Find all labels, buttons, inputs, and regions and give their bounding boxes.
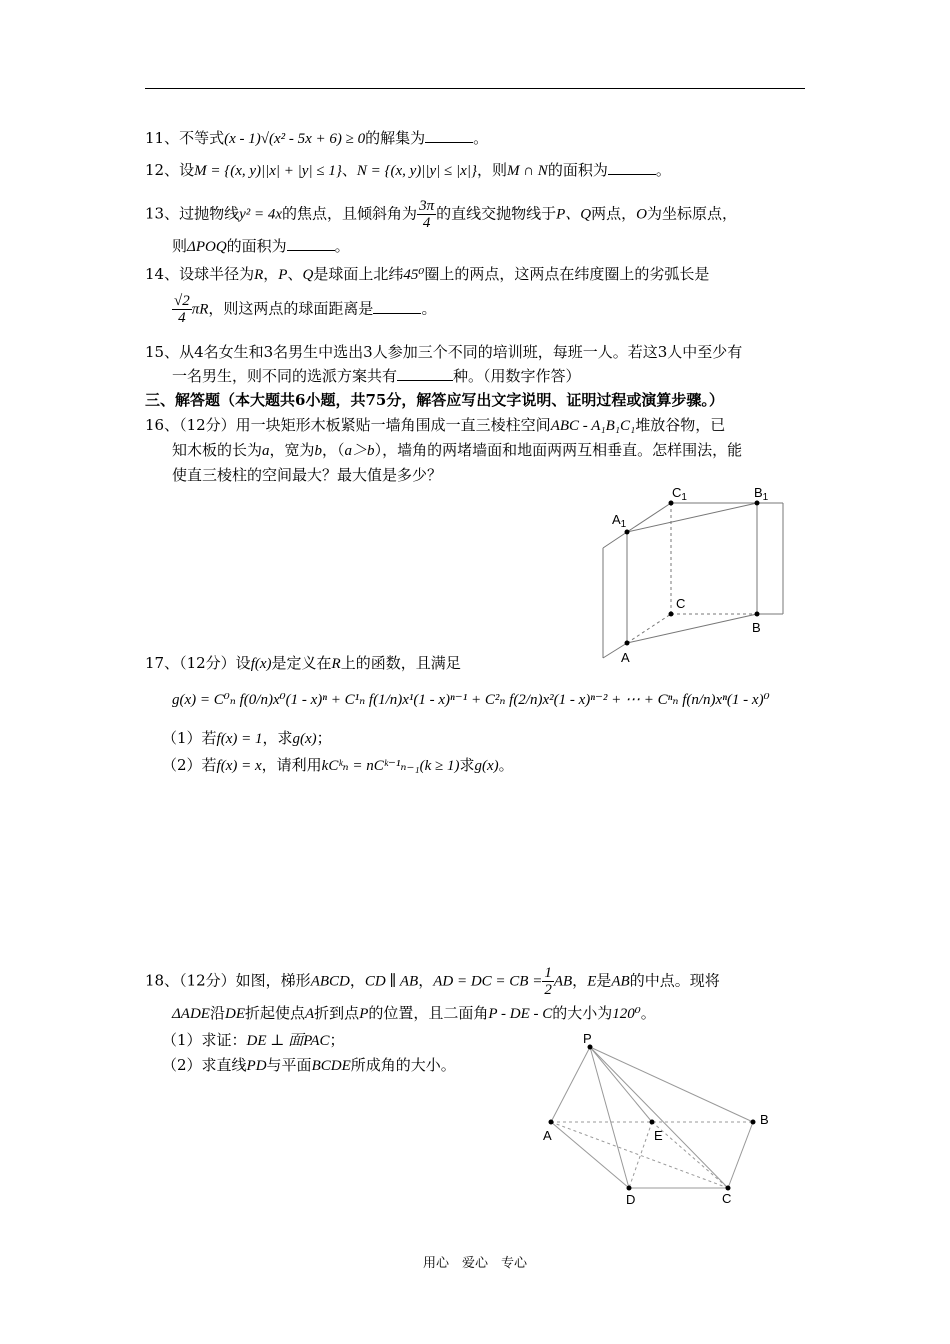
text: 的中点。现将 [629, 971, 720, 990]
header-rule [145, 88, 805, 89]
math-expression: DE ⊥ 面PAC [246, 1033, 330, 1049]
math-expression: AD = DC = CB = [433, 973, 543, 990]
hidden-edge-a-c [627, 614, 671, 643]
text: 的面积为 [547, 161, 608, 179]
answer-blank [287, 236, 335, 251]
question-16 [145, 415, 725, 436]
question-18-line2 [172, 1003, 656, 1024]
numerator: 1 [544, 965, 552, 981]
math-expression: f(x) = x [216, 758, 262, 774]
math-expression: BCDE [311, 1058, 351, 1074]
text: ，则这两点的球面距离是 [208, 299, 374, 318]
math-expression: 120⁰ [612, 1006, 641, 1022]
edge-a1-b1 [627, 503, 757, 532]
text: 所成角的大小。 [350, 1056, 456, 1074]
text: （12分）设 [179, 654, 251, 672]
text: ，请利用 [261, 756, 322, 774]
text: 的位置，且二面角 [368, 1004, 489, 1022]
denominator: 2 [544, 982, 552, 998]
text: 是 [596, 971, 612, 990]
math-expression: ABC - A₁B₁C₁ [550, 418, 636, 434]
question-number: 17、 [145, 654, 180, 672]
text: 不等式 [179, 129, 225, 147]
math-expression: DE [224, 1006, 245, 1022]
math-expression: f(x) [250, 656, 272, 672]
math-expression: b [314, 443, 323, 459]
answer-blank [425, 128, 473, 143]
label-d: D [626, 1192, 636, 1207]
text: ， [349, 971, 365, 990]
question-18-part1 [162, 1030, 345, 1051]
question-number: 18、 [145, 971, 180, 990]
text: 圈上的两点，这两点在纬度圈上的劣弧长是 [424, 265, 710, 283]
label-c: C [676, 596, 686, 611]
question-number: 16、 [145, 416, 180, 434]
question-18 [145, 965, 720, 998]
label-e: E [654, 1128, 663, 1143]
text: ），墙角的两堵墙面和地面两两互相垂直。怎样围法，能 [374, 441, 743, 459]
edge-p-e [590, 1047, 652, 1122]
text: （1）若 [162, 729, 217, 747]
math-expression: a＞b [344, 443, 375, 459]
text: ，求 [262, 729, 293, 747]
math-expression: y² = 4x [239, 206, 283, 223]
question-13 [145, 198, 737, 231]
label-p: P [583, 1031, 592, 1046]
point-a [549, 1120, 554, 1125]
point-c1 [669, 501, 674, 506]
question-15 [145, 342, 742, 362]
question-12 [145, 160, 671, 181]
text: 。 [473, 129, 489, 147]
text: ，（ [322, 441, 345, 459]
section-3-heading: 三、解答题（本大题共6小题，共75分，解答应写出文字说明、证明过程或演算步骤。） [145, 391, 724, 409]
text: （12分）用一块矩形木板紧贴一墙角围成一直三棱柱空间 [179, 416, 551, 434]
math-expression: g(x) [474, 758, 499, 774]
question-13-line2 [172, 236, 350, 257]
math-expression: M ∩ N [506, 163, 548, 179]
text: 两点， [591, 204, 637, 223]
label-b1: $B_1$ [754, 485, 769, 503]
text: 、 [287, 265, 303, 283]
text: （2）求直线 [162, 1056, 247, 1074]
text: 。 [421, 299, 437, 318]
text: ，则 [476, 161, 507, 179]
wall-edge [603, 532, 627, 548]
fraction [417, 198, 436, 231]
edge-p-d [590, 1047, 629, 1188]
math-expression: O [636, 206, 647, 223]
math-expression: g(x) [292, 731, 317, 747]
point-b1 [755, 501, 760, 506]
numerator: √2 [174, 293, 190, 309]
point-d [627, 1186, 632, 1191]
edge-a1-c1 [627, 503, 671, 532]
math-expression: R [254, 267, 264, 283]
text: 设 [179, 161, 195, 179]
text: 上的函数，且满足 [340, 654, 461, 672]
question-17-part2 [162, 755, 514, 776]
math-expression: CD ∥ AB [364, 973, 419, 990]
point-a [625, 641, 630, 646]
point-c [726, 1186, 731, 1191]
text: （1）求证： [162, 1031, 247, 1049]
text: 知木板的长为 [172, 441, 263, 459]
math-expression: ABCD [310, 973, 350, 990]
answer-blank [373, 299, 421, 314]
label-c: C [722, 1191, 732, 1206]
question-11 [145, 128, 488, 149]
edge-c-b [728, 1122, 753, 1188]
question-14-line2 [172, 293, 436, 326]
point-a1 [625, 530, 630, 535]
question-14 [145, 264, 709, 285]
point-e [650, 1120, 655, 1125]
text: 则 [172, 237, 188, 255]
text: 过抛物线 [179, 204, 240, 223]
edge-a-d [551, 1122, 629, 1188]
point-c [669, 612, 674, 617]
text: 求 [459, 756, 475, 774]
answer-blank [608, 160, 656, 175]
question-number: 11、 [145, 129, 180, 147]
math-expression: M = {(x, y)||x| + |y| ≤ 1} [194, 163, 342, 179]
edge-p-c [590, 1047, 728, 1188]
text: 种。（用数字作答） [453, 367, 581, 385]
text: 。 [640, 1004, 656, 1022]
math-expression: E [587, 973, 597, 990]
label-b: B [760, 1112, 769, 1127]
question-number: 13、 [145, 204, 180, 223]
label-a: A [621, 650, 630, 665]
question-number: 12、 [145, 161, 180, 179]
label-c1: $C_1$ [672, 485, 687, 503]
text: 是定义在 [271, 654, 332, 672]
text: ； [316, 729, 332, 747]
fraction [542, 965, 554, 998]
math-expression: kCᵏₙ = nCᵏ⁻¹ₙ₋₁(k ≥ 1) [321, 758, 460, 774]
math-expression: P - DE - C [488, 1006, 553, 1022]
text: 。 [334, 237, 350, 255]
point-b [751, 1120, 756, 1125]
math-expression: A [305, 1006, 315, 1022]
math-expression: f(x) = 1 [216, 731, 263, 747]
math-expression: P、Q [556, 206, 592, 223]
text: 沿 [209, 1004, 225, 1022]
label-b: B [752, 620, 761, 635]
question-15-line2 [172, 366, 581, 386]
text: 堆放谷物，已 [635, 416, 726, 434]
question-number: 14、 [145, 265, 180, 283]
math-expression: AB [611, 973, 630, 990]
question-18-part2 [162, 1055, 456, 1076]
text: ， [572, 971, 588, 990]
text: ； [329, 1031, 345, 1049]
math-expression: Q [302, 267, 314, 283]
math-expression: P [278, 267, 288, 283]
text: 。 [498, 756, 514, 774]
point-b [755, 612, 760, 617]
page-footer: 用心 爱心 专心 [422, 1256, 527, 1271]
text: 折起使点 [244, 1004, 305, 1022]
text: 折到点 [314, 1004, 360, 1022]
math-expression: P [359, 1006, 369, 1022]
math-expression: a [262, 443, 270, 459]
hidden-edge-a-c [551, 1122, 728, 1188]
question-number: 15、 [145, 343, 180, 361]
math-expression: R [331, 656, 341, 672]
question-16-line3: 使直三棱柱的空间最大？最大值是多少？ [172, 466, 443, 484]
hidden-edge-e-d [629, 1122, 652, 1188]
pyramid-figure [530, 1030, 780, 1215]
text: 的大小为 [552, 1004, 613, 1022]
prism-figure [590, 480, 800, 675]
text: （12分）如图，梯形 [179, 971, 311, 990]
denominator: 4 [178, 310, 186, 326]
question-17-formula: g(x) = C⁰ₙ f(0/n)x⁰(1 - x)ⁿ + C¹ₙ f(1/n)x¹(1 - x)ⁿ⁻¹ + C²ₙ f(2/n)x²(1 - x)ⁿ⁻² + ⋯ + Cⁿₙ f(n/n)xⁿ(1 - x)⁰ [172, 692, 770, 708]
math-expression: πR [191, 301, 209, 318]
text: 的面积为 [226, 237, 287, 255]
denominator: 4 [422, 215, 431, 231]
math-expression: 45⁰ [403, 267, 425, 283]
text: ，宽为 [269, 441, 315, 459]
text: （2）若 [162, 756, 217, 774]
text: 、 [341, 161, 357, 179]
question-17 [145, 653, 461, 674]
edge-p-b [590, 1047, 753, 1122]
text: 的解集为 [365, 129, 426, 147]
math-expression: (x - 1)√(x² - 5x + 6) ≥ 0 [224, 131, 366, 147]
text: 设球半径为 [179, 265, 255, 283]
math-expression: AB [553, 973, 573, 990]
question-17-part1 [162, 728, 332, 749]
text: 与平面 [266, 1056, 312, 1074]
text: ， [263, 265, 279, 283]
text: ， [418, 971, 434, 990]
text: 是球面上北纬 [313, 265, 404, 283]
math-expression: PD [246, 1058, 267, 1074]
numerator: 3π [419, 198, 435, 214]
question-16-line2 [172, 440, 742, 461]
text: 。 [655, 161, 671, 179]
math-expression: ΔADE [172, 1006, 210, 1022]
edge-p-a [551, 1047, 590, 1122]
fraction [172, 293, 192, 326]
edge-a-b [627, 614, 757, 643]
text: 为坐标原点， [646, 204, 737, 223]
hidden-edge-e-c [652, 1122, 728, 1188]
label-a: A [543, 1128, 552, 1143]
answer-blank [397, 366, 453, 381]
text: 的直线交抛物线于 [436, 204, 557, 223]
text: 的焦点，且倾斜角为 [282, 204, 418, 223]
label-a1: $A_1$ [612, 512, 627, 530]
math-expression: ΔPOQ [187, 239, 227, 255]
text: 一名男生，则不同的选派方案共有 [172, 367, 398, 385]
math-expression: N = {(x, y)||y| ≤ |x|} [356, 163, 477, 179]
text: 从4名女生和3名男生中选出3人参加三个不同的培训班，每班一人。若这3人中至少有 [179, 343, 743, 361]
